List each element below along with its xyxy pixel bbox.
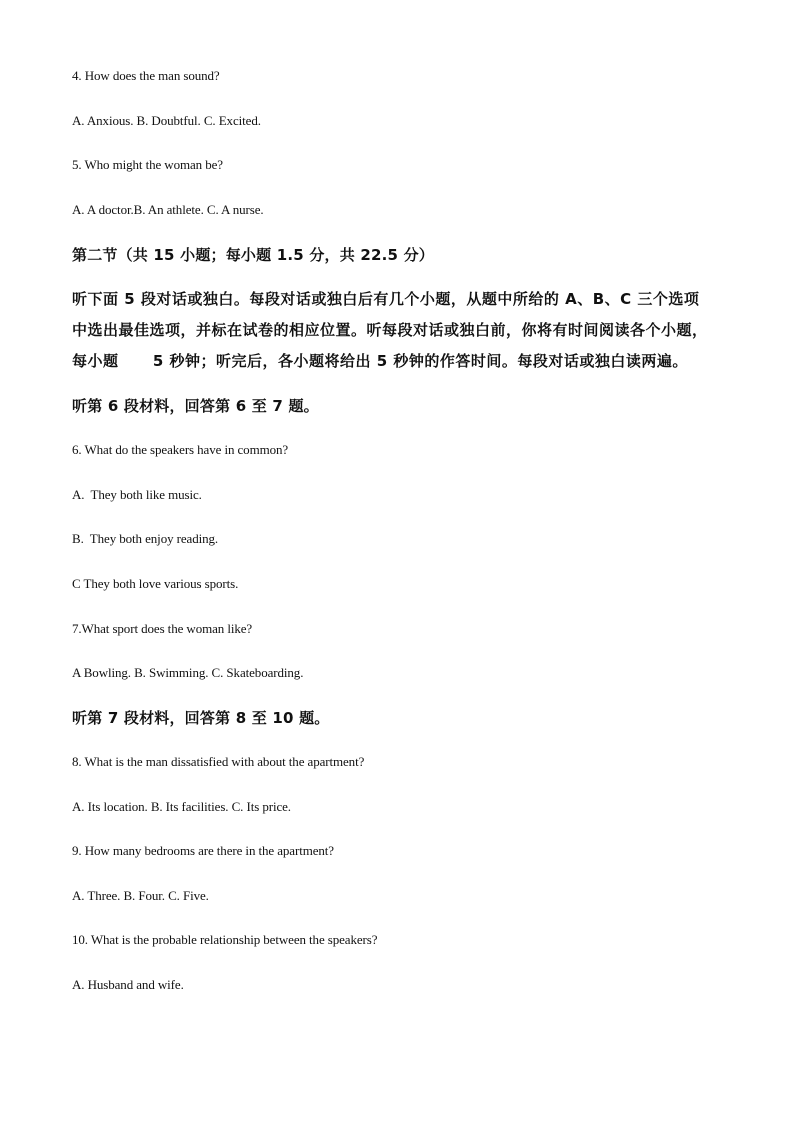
section2-instructions-line-2: 中选出最佳选项，并标在试卷的相应位置。听每段对话或独白前，你将有时间阅读各个小题， xyxy=(72,321,708,339)
q9-question: 9. How many bedrooms are there in the apartment? xyxy=(72,843,334,858)
q8-question: 8. What is the man dissatisfied with about the apartment? xyxy=(72,754,365,769)
q10-option-a: A. Husband and wife. xyxy=(72,977,184,992)
q8-options: A. Its location. B. Its facilities. C. Its price. xyxy=(72,799,291,814)
q6-option-b: B. They both enjoy reading. xyxy=(72,531,219,546)
section2-instructions-line-1: 听下面 5 段对话或独白。每段对话或独白后有几个小题，从题中所给的 A、B、C 三个选项 xyxy=(72,290,700,308)
q9-options: A. Three. B. Four. C. Five. xyxy=(72,888,209,903)
q6-option-c: C They both love various sports. xyxy=(72,576,239,591)
section2-instructions-line-3: 每小题 5 秒钟；听完后，各小题将给出 5 秒钟的作答时间。每段对话或独白读两遍。 xyxy=(72,352,688,370)
section2-title: 第二节（共 15 小题；每小题 1.5 分，共 22.5 分） xyxy=(72,246,434,264)
q4-question: 4. How does the man sound? xyxy=(72,68,220,83)
q10-question: 10. What is the probable relationship between the speakers? xyxy=(72,932,378,947)
material7-heading: 听第 7 段材料，回答第 8 至 10 题。 xyxy=(72,709,330,727)
q6-option-a: A. They both like music. xyxy=(72,487,202,502)
q7-question: 7.What sport does the woman like? xyxy=(72,621,253,636)
material6-heading: 听第 6 段材料，回答第 6 至 7 题。 xyxy=(72,397,319,415)
q5-options: A. A doctor.B. An athlete. C. A nurse. xyxy=(72,202,264,217)
q6-question: 6. What do the speakers have in common? xyxy=(72,442,289,457)
q4-options: A. Anxious. B. Doubtful. C. Excited. xyxy=(72,113,261,128)
q5-question: 5. Who might the woman be? xyxy=(72,157,223,172)
q7-options: A Bowling. B. Swimming. C. Skateboarding. xyxy=(72,665,304,680)
